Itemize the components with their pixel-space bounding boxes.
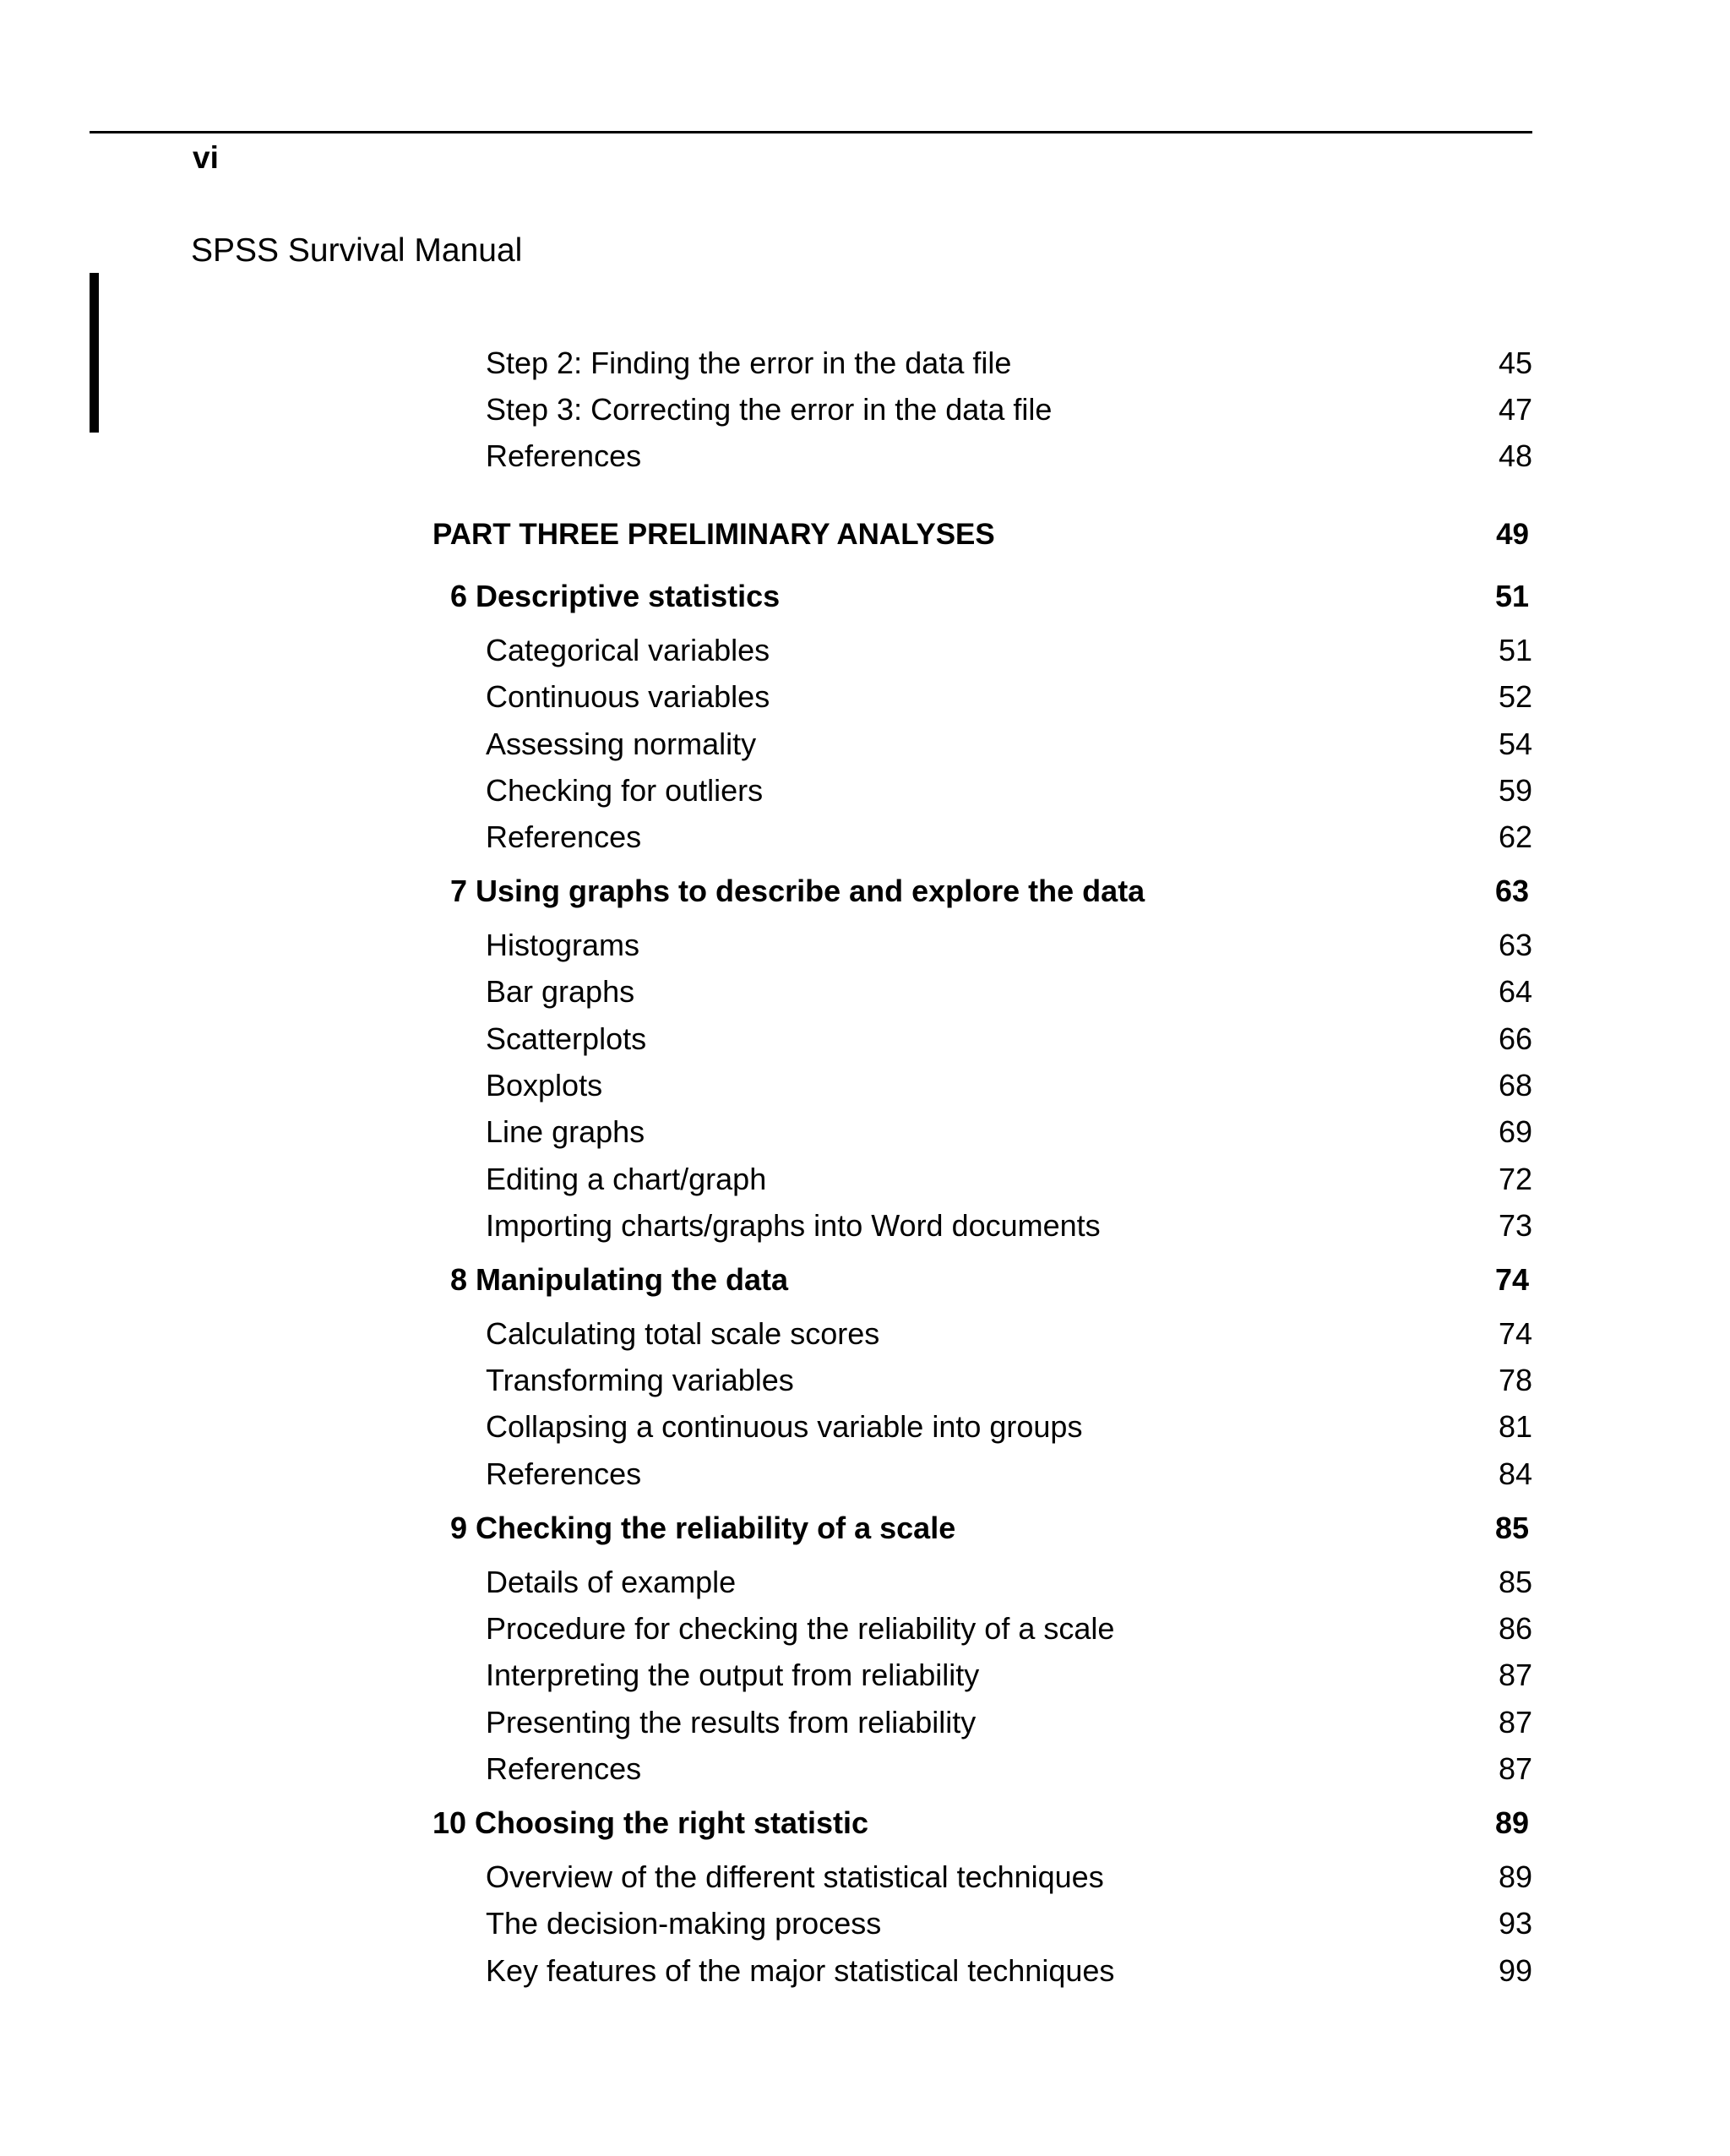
toc-entry-page: 51 bbox=[1498, 633, 1532, 667]
toc-section-row bbox=[0, 1064, 1730, 1107]
toc-section-row bbox=[0, 435, 1730, 477]
toc-entry-page: 89 bbox=[1498, 1859, 1532, 1894]
toc-section-row bbox=[0, 389, 1730, 431]
toc-part-row bbox=[0, 514, 1730, 556]
toc-entry-page: 48 bbox=[1498, 438, 1532, 473]
toc-entry-title: Procedure for checking the reliability of a scale bbox=[486, 1611, 1115, 1646]
toc-chapter-row bbox=[0, 1507, 1730, 1549]
toc-entry-title: Checking for outliers bbox=[486, 773, 764, 808]
toc-chapter-row bbox=[0, 870, 1730, 912]
toc-entry-title: Calculating total scale scores bbox=[486, 1316, 880, 1351]
toc-entry-page: 99 bbox=[1498, 1953, 1532, 1988]
toc-section-row bbox=[0, 1018, 1730, 1060]
toc-section-row bbox=[0, 1313, 1730, 1355]
toc-entry-title: References bbox=[486, 1456, 642, 1491]
toc-section-row bbox=[0, 1205, 1730, 1247]
toc-entry-page: 87 bbox=[1498, 1658, 1532, 1692]
toc-entry-page: 84 bbox=[1498, 1456, 1532, 1491]
toc-section-row bbox=[0, 1111, 1730, 1153]
toc-entry-page: 87 bbox=[1498, 1751, 1532, 1786]
toc-section-row bbox=[0, 1453, 1730, 1495]
toc-entry-page: 59 bbox=[1498, 773, 1532, 808]
toc-section-row bbox=[0, 971, 1730, 1013]
toc-section-row bbox=[0, 1406, 1730, 1448]
toc-entry-page: 63 bbox=[1494, 874, 1529, 908]
toc-entry-page: 52 bbox=[1498, 679, 1532, 714]
toc-entry-page: 72 bbox=[1498, 1162, 1532, 1196]
toc-section-row bbox=[0, 629, 1730, 672]
toc-section-row bbox=[0, 1608, 1730, 1650]
toc-entry-page: 74 bbox=[1494, 1262, 1529, 1297]
toc-entry-page: 45 bbox=[1498, 346, 1532, 380]
running-head-title: SPSS Survival Manual bbox=[191, 232, 523, 269]
toc-entry-title: Bar graphs bbox=[486, 974, 635, 1009]
toc-entry-page: 63 bbox=[1498, 928, 1532, 962]
toc-entry-page: 49 bbox=[1496, 518, 1529, 551]
toc-entry-page: 81 bbox=[1498, 1409, 1532, 1444]
toc-entry-title: Scatterplots bbox=[486, 1021, 647, 1056]
toc-entry-page: 93 bbox=[1498, 1906, 1532, 1941]
toc-section-row bbox=[0, 1748, 1730, 1790]
toc-chapter-row bbox=[0, 1259, 1730, 1301]
toc-section-row bbox=[0, 1701, 1730, 1744]
toc-entry-page: 85 bbox=[1494, 1511, 1529, 1545]
toc-entry-title: Assessing normality bbox=[486, 727, 757, 761]
toc-entry-page: 87 bbox=[1498, 1705, 1532, 1740]
toc-section-row bbox=[0, 1856, 1730, 1898]
toc-section-row bbox=[0, 1158, 1730, 1200]
toc-section-row bbox=[0, 676, 1730, 718]
toc-entry-title: Editing a chart/graph bbox=[486, 1162, 767, 1196]
toc-chapter-row bbox=[0, 575, 1730, 618]
toc-section-row bbox=[0, 816, 1730, 858]
toc-section-row bbox=[0, 1561, 1730, 1603]
toc-section-row bbox=[0, 924, 1730, 966]
toc-entry-title: Boxplots bbox=[486, 1068, 603, 1102]
toc-entry-title: PART THREE PRELIMINARY ANALYSES bbox=[432, 518, 995, 551]
toc-entry-title: 6 Descriptive statistics bbox=[450, 579, 781, 613]
toc-entry-title: Key features of the major statistical techniques bbox=[486, 1953, 1115, 1988]
toc-entry-title: Presenting the results from reliability bbox=[486, 1705, 977, 1740]
toc-entry-title: Importing charts/graphs into Word documents bbox=[486, 1208, 1101, 1243]
toc-entry-title: Categorical variables bbox=[486, 633, 770, 667]
toc-entry-title: Step 2: Finding the error in the data file bbox=[486, 346, 1012, 380]
toc-entry-title: Details of example bbox=[486, 1565, 737, 1599]
toc-section-row bbox=[0, 1950, 1730, 1992]
toc-entry-page: 69 bbox=[1498, 1114, 1532, 1149]
toc-entry-title: References bbox=[486, 819, 642, 854]
toc-entry-page: 73 bbox=[1498, 1208, 1532, 1243]
toc-entry-page: 51 bbox=[1494, 579, 1529, 613]
toc-entry-title: Histograms bbox=[486, 928, 640, 962]
toc-entry-title: Line graphs bbox=[486, 1114, 645, 1149]
toc-entry-title: References bbox=[486, 438, 642, 473]
toc-entry-title: Continuous variables bbox=[486, 679, 770, 714]
page-number: vi bbox=[193, 140, 219, 175]
toc-entry-title: References bbox=[486, 1751, 642, 1786]
toc-entry-title: 8 Manipulating the data bbox=[450, 1262, 789, 1297]
toc-entry-page: 66 bbox=[1498, 1021, 1532, 1056]
toc-entry-title: 10 Choosing the right statistic bbox=[432, 1805, 869, 1840]
toc-section-row bbox=[0, 1654, 1730, 1696]
toc-entry-title: The decision-making process bbox=[486, 1906, 882, 1941]
toc-entry-page: 89 bbox=[1494, 1805, 1529, 1840]
toc-entry-page: 54 bbox=[1498, 727, 1532, 761]
toc-entry-title: Transforming variables bbox=[486, 1363, 794, 1397]
toc-entry-title: Step 3: Correcting the error in the data file bbox=[486, 392, 1053, 427]
toc-entry-title: 7 Using graphs to describe and explore the data bbox=[450, 874, 1145, 908]
toc-section-row bbox=[0, 1359, 1730, 1402]
toc-entry-title: Overview of the different statistical techniques bbox=[486, 1859, 1104, 1894]
toc-chapter-row bbox=[0, 1802, 1730, 1844]
toc-entry-page: 64 bbox=[1498, 974, 1532, 1009]
toc-section-row bbox=[0, 723, 1730, 765]
toc-section-row bbox=[0, 770, 1730, 812]
toc-entry-page: 78 bbox=[1498, 1363, 1532, 1397]
toc-entry-title: Collapsing a continuous variable into groups bbox=[486, 1409, 1083, 1444]
toc-entry-page: 47 bbox=[1498, 392, 1532, 427]
toc-entry-title: 9 Checking the reliability of a scale bbox=[450, 1511, 956, 1545]
toc-entry-page: 86 bbox=[1498, 1611, 1532, 1646]
toc-entry-page: 68 bbox=[1498, 1068, 1532, 1102]
toc-section-row bbox=[0, 342, 1730, 384]
toc-entry-page: 85 bbox=[1498, 1565, 1532, 1599]
toc-entry-title: Interpreting the output from reliability bbox=[486, 1658, 980, 1692]
toc-entry-page: 74 bbox=[1498, 1316, 1532, 1351]
toc-entry-page: 62 bbox=[1498, 819, 1532, 854]
toc-section-row bbox=[0, 1903, 1730, 1945]
